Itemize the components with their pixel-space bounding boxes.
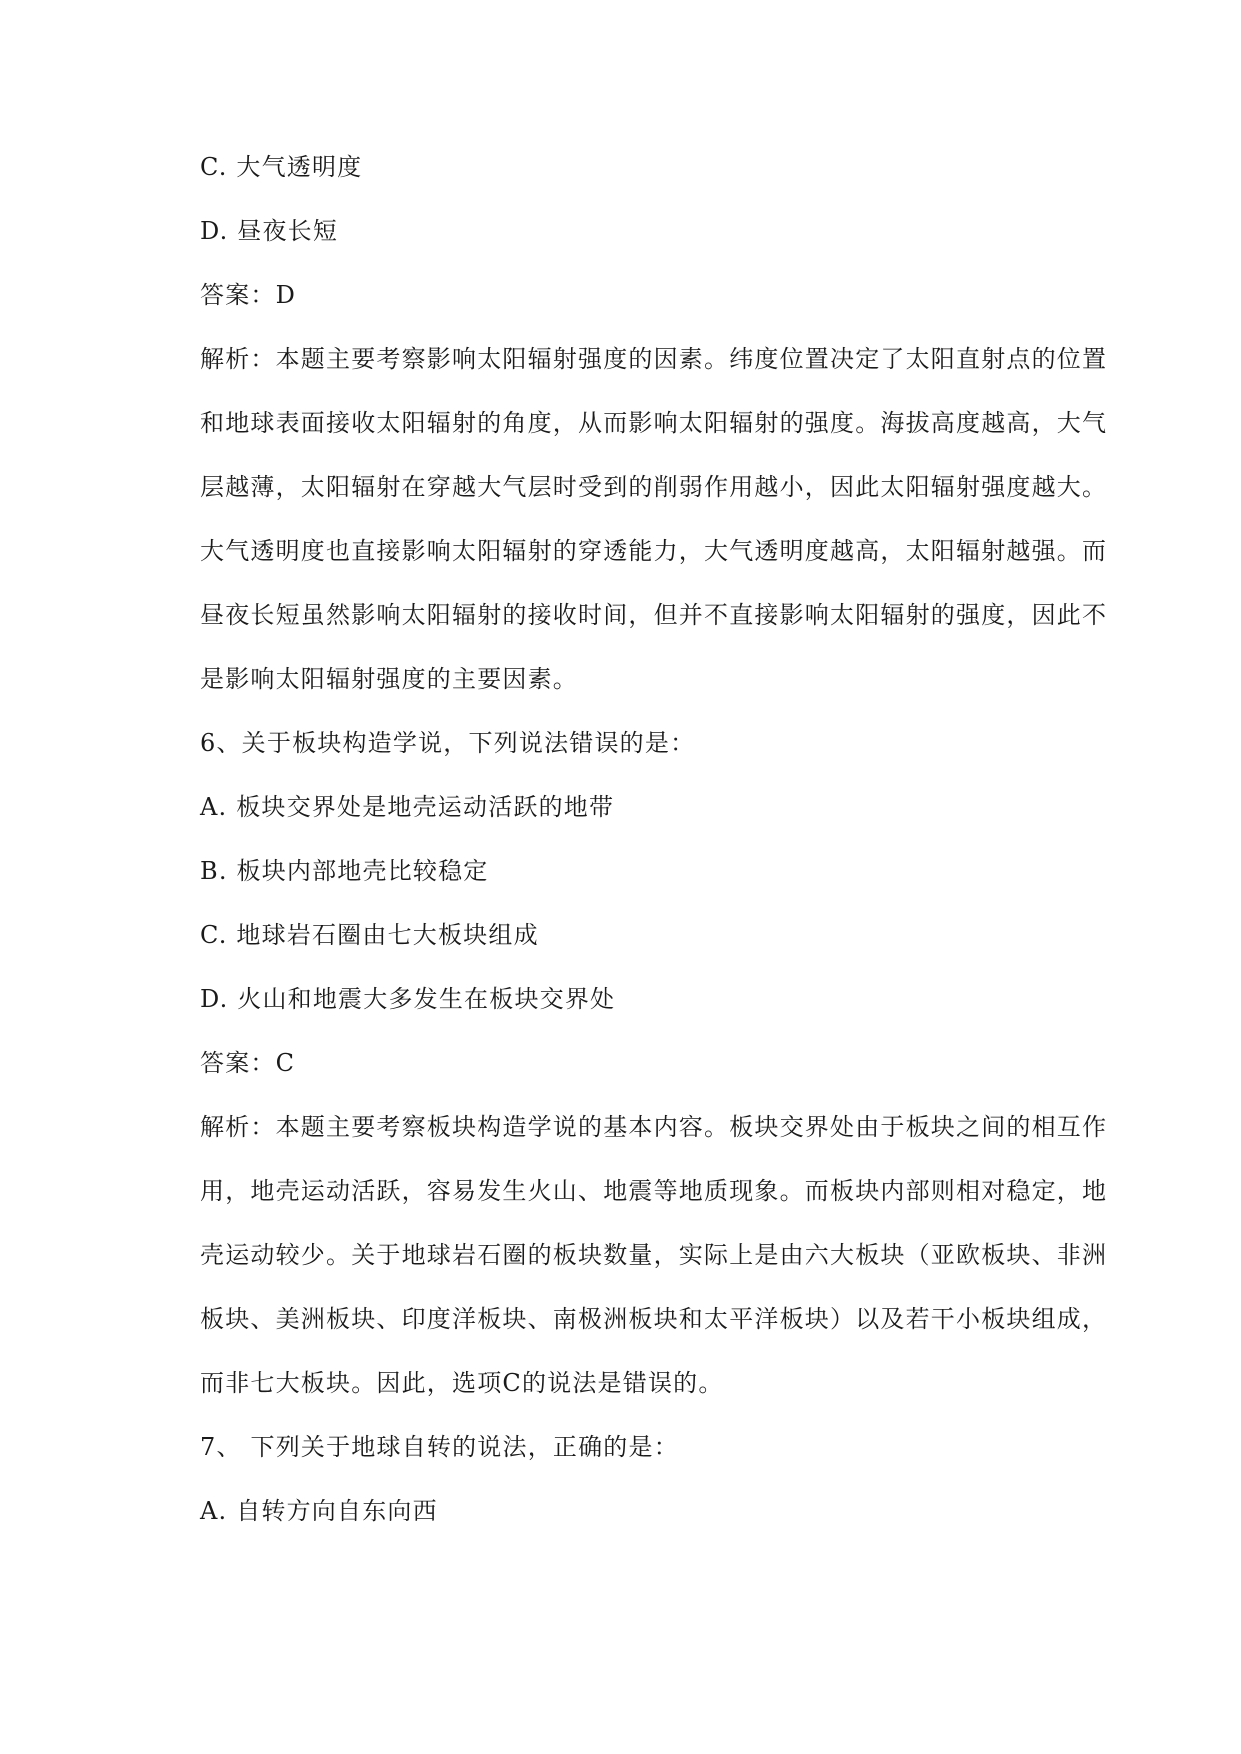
answer-q6: 答案：C: [200, 1049, 296, 1077]
option-c-q6: C. 地球岩石圈由七大板块组成: [200, 921, 539, 949]
question-6: 6、关于板块构造学说，下列说法错误的是：: [200, 729, 696, 757]
option-d-q6: D. 火山和地震大多发生在板块交界处: [200, 985, 616, 1013]
explanation-q5-line-2: 和地球表面接收太阳辐射的角度，从而影响太阳辐射的强度。海拔高度越高，大气: [200, 409, 1108, 437]
explanation-q6-line-3: 壳运动较少。关于地球岩石圈的板块数量，实际上是由六大板块（亚欧板块、非洲: [200, 1241, 1108, 1269]
explanation-q5-line-3: 层越薄，太阳辐射在穿越大气层时受到的削弱作用越小，因此太阳辐射强度越大。: [200, 473, 1108, 501]
question-7: 7、 下列关于地球自转的说法，正确的是：: [200, 1433, 679, 1461]
explanation-q5-line-5: 昼夜长短虽然影响太阳辐射的接收时间，但并不直接影响太阳辐射的强度，因此不: [200, 601, 1108, 629]
option-c-q5: C. 大气透明度: [200, 153, 363, 181]
option-a-q7: A. 自转方向自东向西: [200, 1497, 438, 1525]
explanation-q5-line-6: 是影响太阳辐射强度的主要因素。: [200, 665, 578, 693]
option-d-q5: D. 昼夜长短: [200, 217, 339, 245]
explanation-q6-line-4: 板块、美洲板块、印度洋板块、南极洲板块和太平洋板块）以及若干小板块组成，: [200, 1305, 1108, 1333]
explanation-q5-line-4: 大气透明度也直接影响太阳辐射的穿透能力，大气透明度越高，太阳辐射越强。而: [200, 537, 1108, 565]
answer-q5: 答案：D: [200, 281, 297, 309]
option-b-q6: B. 板块内部地壳比较稳定: [200, 857, 489, 885]
explanation-q5-line-1: 解析：本题主要考察影响太阳辐射强度的因素。纬度位置决定了太阳直射点的位置: [200, 345, 1108, 373]
explanation-q6-line-5: 而非七大板块。因此，选项C的说法是错误的。: [200, 1369, 724, 1397]
explanation-q6-line-2: 用，地壳运动活跃，容易发生火山、地震等地质现象。而板块内部则相对稳定，地: [200, 1177, 1108, 1205]
option-a-q6: A. 板块交界处是地壳运动活跃的地带: [200, 793, 615, 821]
explanation-q6-line-1: 解析：本题主要考察板块构造学说的基本内容。板块交界处由于板块之间的相互作: [200, 1113, 1108, 1141]
